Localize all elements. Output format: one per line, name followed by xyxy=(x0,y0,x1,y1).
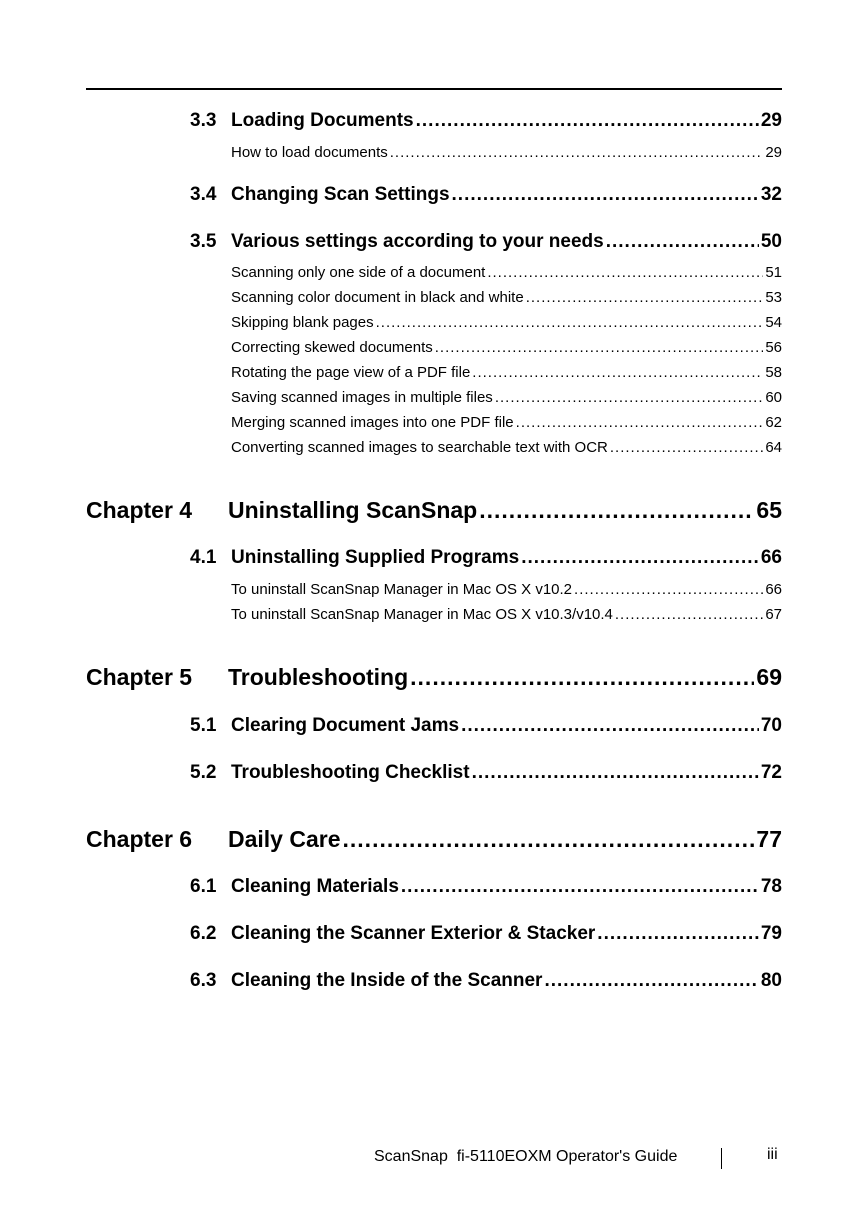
toc-entry-3-5-b[interactable] xyxy=(231,289,782,306)
dot-leader xyxy=(461,715,759,737)
dot-leader xyxy=(516,414,764,431)
toc-entry-5-1[interactable] xyxy=(190,715,782,737)
toc-entry-3-5-d[interactable] xyxy=(231,339,782,356)
section-number: 6.3 xyxy=(190,970,217,991)
page-number: 29 xyxy=(765,144,782,161)
page-number: 66 xyxy=(760,547,782,568)
dot-leader xyxy=(401,876,759,898)
dot-leader xyxy=(410,664,754,691)
dot-leader xyxy=(416,110,759,132)
toc-entry-4-1-b[interactable] xyxy=(231,606,782,623)
toc-entry-4-1-a[interactable] xyxy=(231,581,782,598)
dot-leader xyxy=(574,581,763,598)
subsection-title: Saving scanned images in multiple files xyxy=(231,389,493,406)
section-title: Changing Scan Settings xyxy=(231,184,450,205)
toc-chapter-5[interactable] xyxy=(86,664,782,691)
dot-leader xyxy=(544,970,758,992)
chapter-title: Uninstalling ScanSnap xyxy=(228,497,478,523)
toc-entry-4-1[interactable] xyxy=(190,547,782,569)
subsection-title: Scanning only one side of a document xyxy=(231,264,486,281)
dot-leader xyxy=(435,339,764,356)
folio-page-number: iii xyxy=(767,1146,778,1163)
section-title: Uninstalling Supplied Programs xyxy=(231,547,520,568)
subsection-title: Skipping blank pages xyxy=(231,314,374,331)
dot-leader xyxy=(452,184,759,206)
subsection-title: Rotating the page view of a PDF file xyxy=(231,364,471,381)
toc-entry-3-5-g[interactable] xyxy=(231,414,782,431)
toc-entry-3-5-c[interactable] xyxy=(231,314,782,331)
section-number: 5.2 xyxy=(190,762,217,783)
toc-entry-3-4[interactable] xyxy=(190,184,782,206)
page-number: 69 xyxy=(756,664,782,690)
section-title: Clearing Document Jams xyxy=(231,715,460,736)
toc-entry-3-5-e[interactable] xyxy=(231,364,782,381)
page-number: 80 xyxy=(760,970,782,991)
page-number: 62 xyxy=(765,414,782,431)
dot-leader xyxy=(526,289,764,306)
toc-chapter-6[interactable] xyxy=(86,826,782,853)
page-number: 64 xyxy=(765,439,782,456)
subsection-title: Merging scanned images into one PDF file xyxy=(231,414,514,431)
dot-leader xyxy=(521,547,759,569)
subsection-title: To uninstall ScanSnap Manager in Mac OS X v10.3/v10.4 xyxy=(231,606,613,623)
toc-entry-3-5-a[interactable] xyxy=(231,264,782,281)
section-number: 6.1 xyxy=(190,876,217,897)
page-number: 72 xyxy=(760,762,782,783)
chapter-number: Chapter 4 xyxy=(86,497,193,523)
toc-entry-6-1[interactable] xyxy=(190,876,782,898)
section-title: Cleaning the Inside of the Scanner xyxy=(231,970,543,991)
chapter-title: Daily Care xyxy=(228,826,341,852)
page-number: 78 xyxy=(760,876,782,897)
page-number: 58 xyxy=(765,364,782,381)
dot-leader xyxy=(487,264,763,281)
dot-leader xyxy=(597,923,759,945)
page-number: 51 xyxy=(765,264,782,281)
dot-leader xyxy=(472,762,759,784)
toc-chapter-4[interactable] xyxy=(86,497,782,524)
top-rule xyxy=(86,88,782,90)
dot-leader xyxy=(606,231,759,253)
toc-entry-3-5-f[interactable] xyxy=(231,389,782,406)
page-number: 53 xyxy=(765,289,782,306)
page-number: 60 xyxy=(765,389,782,406)
section-title: Various settings according to your needs xyxy=(231,231,604,252)
section-number: 5.1 xyxy=(190,715,217,736)
chapter-number: Chapter 5 xyxy=(86,664,193,690)
section-number: 6.2 xyxy=(190,923,217,944)
toc-entry-3-5[interactable] xyxy=(190,231,782,253)
toc-entry-3-3-a[interactable] xyxy=(231,144,782,161)
guide-title: ScanSnap fi-5110EOXM Operator's Guide xyxy=(374,1148,678,1165)
dot-leader xyxy=(615,606,763,623)
section-title: Loading Documents xyxy=(231,110,414,131)
chapter-title: Troubleshooting xyxy=(228,664,409,690)
section-title: Troubleshooting Checklist xyxy=(231,762,470,783)
dot-leader xyxy=(343,826,755,853)
page-footer xyxy=(0,1146,867,1172)
toc-entry-3-5-h[interactable] xyxy=(231,439,782,456)
page-number: 70 xyxy=(760,715,782,736)
section-number: 3.4 xyxy=(190,184,217,205)
subsection-title: Scanning color document in black and white xyxy=(231,289,524,306)
subsection-title: How to load documents xyxy=(231,144,388,161)
page-number: 77 xyxy=(756,826,782,852)
subsection-title: Correcting skewed documents xyxy=(231,339,433,356)
page-number: 66 xyxy=(765,581,782,598)
dot-leader xyxy=(390,144,764,161)
page-number: 56 xyxy=(765,339,782,356)
toc-entry-5-2[interactable] xyxy=(190,762,782,784)
page-number: 67 xyxy=(765,606,782,623)
toc-entry-6-3[interactable] xyxy=(190,970,782,992)
section-number: 4.1 xyxy=(190,547,217,568)
section-title: Cleaning Materials xyxy=(231,876,399,897)
dot-leader xyxy=(479,497,754,524)
section-number: 3.5 xyxy=(190,231,217,252)
dot-leader xyxy=(472,364,763,381)
subsection-title: To uninstall ScanSnap Manager in Mac OS X v10.2 xyxy=(231,581,573,598)
toc-entry-3-3[interactable] xyxy=(190,110,782,132)
page-number: 54 xyxy=(765,314,782,331)
dot-leader xyxy=(376,314,764,331)
chapter-number: Chapter 6 xyxy=(86,826,193,852)
section-title: Cleaning the Scanner Exterior & Stacker xyxy=(231,923,596,944)
page-number: 32 xyxy=(760,184,782,205)
subsection-title: Converting scanned images to searchable text with OCR xyxy=(231,439,608,456)
page-number: 50 xyxy=(760,231,782,252)
page-number: 79 xyxy=(760,923,782,944)
footer-separator xyxy=(721,1148,722,1169)
section-number: 3.3 xyxy=(190,110,217,131)
dot-leader xyxy=(495,389,764,406)
toc-entry-6-2[interactable] xyxy=(190,923,782,945)
page-number: 65 xyxy=(756,497,782,523)
dot-leader xyxy=(610,439,763,456)
page-number: 29 xyxy=(760,110,782,131)
